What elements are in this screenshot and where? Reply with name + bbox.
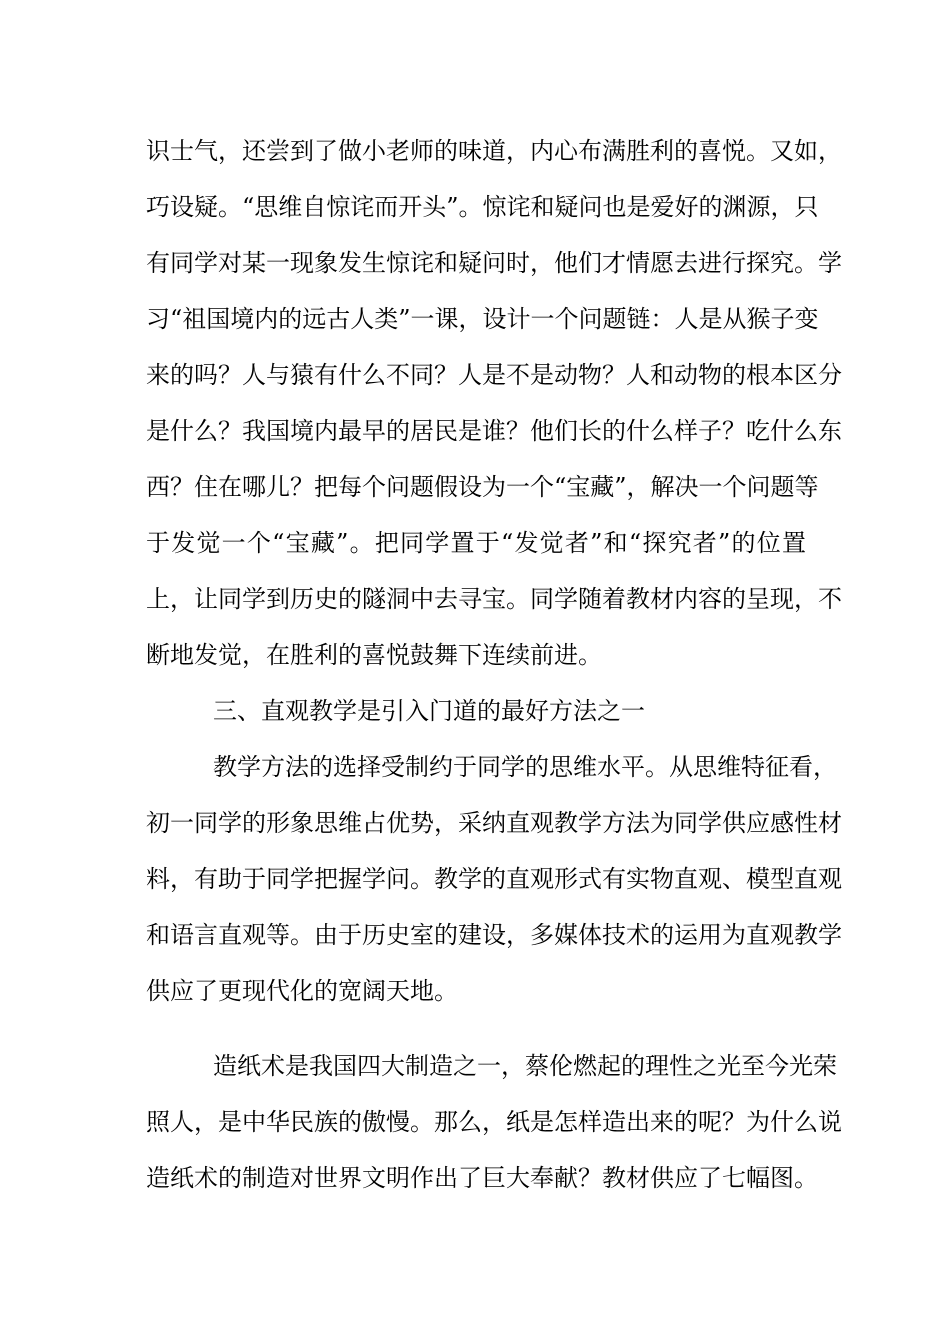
text-line: 造纸术是我国四大制造之一，蔡伦燃起的理性之光至今光荣 xyxy=(213,1052,837,1080)
text-line: 有同学对某一现象发生惊诧和疑问时，他们才情愿去进行探究。学 xyxy=(146,249,842,277)
text-line: 教学方法的选择受制约于同学的思维水平。从思维特征看， xyxy=(213,753,837,781)
text-line: 造纸术的制造对世界文明作出了巨大奉献？教材供应了七幅图。 xyxy=(146,1164,818,1192)
text-line: 习“祖国境内的远古人类”一课，设计一个问题链：人是从猴子变 xyxy=(146,305,819,333)
text-line: 初一同学的形象思维占优势，采纳直观教学方法为同学供应感性材 xyxy=(146,809,842,837)
text-line: 来的吗？人与猿有什么不同？人是不是动物？人和动物的根本区分 xyxy=(146,361,842,389)
text-line: 是什么？我国境内最早的居民是谁？他们长的什么样子？吃什么东 xyxy=(146,417,842,445)
text-line: 料，有助于同学把握学问。教学的直观形式有实物直观、模型直观 xyxy=(146,865,842,893)
text-line: 照人，是中华民族的傲慢。那么，纸是怎样造出来的呢？为什么说 xyxy=(146,1108,842,1136)
text-line: 上，让同学到历史的隧洞中去寻宝。同学随着教材内容的呈现，不 xyxy=(146,585,842,613)
text-line: 于发觉一个“宝藏”。把同学置于“发觉者”和“探究者”的位置 xyxy=(146,529,806,557)
text-line: 识士气，还尝到了做小老师的味道，内心布满胜利的喜悦。又如， xyxy=(146,137,842,165)
text-line: 和语言直观等。由于历史室的建设，多媒体技术的运用为直观教学 xyxy=(146,921,842,949)
text-line: 西？住在哪儿？把每个问题假设为一个“宝藏”，解决一个问题等 xyxy=(146,473,819,501)
text-line: 巧设疑。“思维自惊诧而开头”。惊诧和疑问也是爱好的渊源，只 xyxy=(146,193,819,221)
section-heading: 三、直观教学是引入门道的最好方法之一 xyxy=(213,697,645,725)
text-line: 断地发觉，在胜利的喜悦鼓舞下连续前进。 xyxy=(146,641,602,669)
text-line: 供应了更现代化的宽阔天地。 xyxy=(146,977,458,1005)
